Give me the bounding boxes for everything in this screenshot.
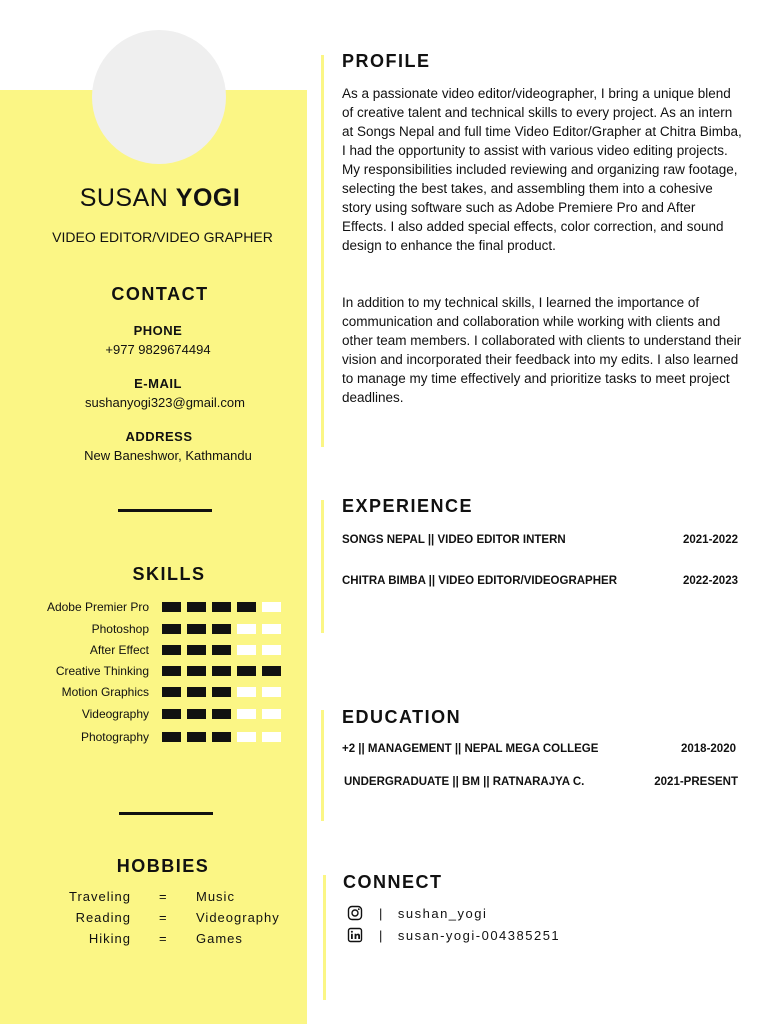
education-years: 2018-2020: [681, 743, 736, 755]
linkedin-handle[interactable]: susan-yogi-004385251: [397, 927, 561, 943]
skill-level-bar: [162, 709, 281, 719]
skill-level-empty: [237, 732, 256, 742]
divider: [118, 509, 212, 512]
hobby-item: Videography: [196, 910, 280, 925]
hobby-separator: =: [159, 910, 168, 925]
hobby-item: Hiking: [88, 931, 131, 946]
skill-level-empty: [262, 624, 281, 634]
skill-level-filled: [187, 624, 206, 634]
experience-years: 2021-2022: [683, 534, 738, 546]
skill-level-filled: [162, 709, 181, 719]
skill-level-filled: [162, 732, 181, 742]
skill-level-bar: [162, 645, 281, 655]
skill-level-filled: [212, 709, 231, 719]
experience-heading: EXPERIENCE: [342, 496, 474, 516]
skill-level-filled: [212, 687, 231, 697]
skill-level-empty: [237, 687, 256, 697]
skill-level-filled: [212, 602, 231, 612]
skill-level-filled: [162, 666, 181, 676]
skill-level-empty: [262, 645, 281, 655]
skills-heading: SKILLS: [132, 564, 206, 584]
experience-entry: SONGS NEPAL || VIDEO EDITOR INTERN: [342, 534, 566, 546]
skill-level-filled: [162, 624, 181, 634]
skill-level-empty: [262, 687, 281, 697]
hobby-item: Reading: [75, 910, 131, 925]
instagram-handle[interactable]: sushan_yogi: [397, 905, 488, 921]
skill-level-filled: [187, 645, 206, 655]
skill-label: Videography: [81, 707, 149, 721]
avatar: [92, 30, 226, 164]
skill-level-filled: [212, 645, 231, 655]
phone-value[interactable]: +977 9829674494: [105, 342, 211, 357]
section-accent-line: [321, 55, 324, 447]
person-name: [0, 184, 320, 213]
education-entry: UNDERGRADUATE || BM || RATNARAJYA C.: [344, 776, 585, 788]
skill-level-filled: [162, 602, 181, 612]
phone-label: PHONE: [133, 323, 183, 338]
last-name: YOGI: [175, 184, 241, 212]
skill-level-bar: [162, 732, 281, 742]
hobby-separator: =: [159, 931, 168, 946]
skill-level-filled: [187, 602, 206, 612]
divider: [119, 812, 213, 815]
skill-level-empty: [237, 709, 256, 719]
section-accent-line: [323, 875, 326, 1000]
skill-label: After Effect: [89, 643, 149, 657]
instagram-icon: [347, 905, 363, 921]
address-label: ADDRESS: [125, 429, 193, 444]
skill-level-filled: [187, 709, 206, 719]
instagram-link[interactable]: [347, 905, 487, 921]
linkedin-link[interactable]: [347, 927, 560, 943]
experience-entry: CHITRA BIMBA || VIDEO EDITOR/VIDEOGRAPHER: [342, 575, 618, 587]
profile-paragraph: In addition to my technical skills, I learned the importance of communication and collaboration while working with clients and other team members. I collaborated with clients to understand their vision and incorporated their feedback into my edits. I also learned to manage my time effectively and prioritize tasks to meet project deadlines.: [342, 295, 742, 405]
skill-level-filled: [262, 666, 281, 676]
skill-level-filled: [187, 687, 206, 697]
person-role: VIDEO EDITOR/VIDEO GRAPHER: [52, 229, 273, 245]
skill-level-filled: [187, 732, 206, 742]
skill-level-empty: [237, 624, 256, 634]
skill-label: Photoshop: [91, 622, 149, 636]
skill-level-filled: [212, 666, 231, 676]
hobby-item: Traveling: [69, 889, 131, 904]
hobby-item: Games: [196, 931, 243, 946]
skill-level-bar: [162, 624, 281, 634]
profile-paragraph: As a passionate video editor/videographer, I bring a unique blend of creative talent and technical skills to every project. As an intern at Songs Nepal and full time Video Editor/Grapher at Chitra Bimba, I had the opportunity to assist with various video editing projects. My responsibilities included reviewing and organizing raw footage, selecting the best takes, and assembling them into a cohesive story using software such as Adobe Premiere Pro and After Effects. I also added special effects, color correction, and sound design to enhance the final product.: [342, 86, 742, 253]
email-label: E-MAIL: [134, 376, 182, 391]
hobbies-heading: HOBBIES: [116, 856, 210, 876]
separator: |: [379, 905, 384, 921]
skill-label: Creative Thinking: [55, 664, 149, 678]
skill-level-bar: [162, 687, 281, 697]
skill-level-empty: [262, 709, 281, 719]
skill-label: Motion Graphics: [61, 685, 149, 699]
first-name: SUSAN: [79, 184, 169, 212]
education-years: 2021-PRESENT: [654, 776, 738, 788]
skill-level-bar: [162, 666, 281, 676]
skill-level-filled: [237, 666, 256, 676]
section-accent-line: [321, 500, 324, 633]
hobby-item: Music: [196, 889, 235, 904]
skill-level-filled: [212, 624, 231, 634]
skill-level-empty: [262, 602, 281, 612]
linkedin-icon: [347, 927, 363, 943]
skill-level-bar: [162, 602, 281, 612]
skill-level-filled: [187, 666, 206, 676]
skill-label: Adobe Premier Pro: [46, 600, 149, 614]
email-value[interactable]: sushanyogi323@gmail.com: [85, 395, 245, 410]
education-entry: +2 || MANAGEMENT || NEPAL MEGA COLLEGE: [342, 743, 599, 755]
section-accent-line: [321, 710, 324, 821]
connect-heading: CONNECT: [343, 872, 443, 892]
skill-level-filled: [162, 645, 181, 655]
hobby-separator: =: [159, 889, 168, 904]
profile-heading: PROFILE: [342, 51, 431, 71]
skill-level-filled: [237, 602, 256, 612]
address-value: New Baneshwor, Kathmandu: [84, 448, 252, 463]
education-heading: EDUCATION: [342, 707, 462, 727]
skill-level-filled: [162, 687, 181, 697]
skill-label: Photography: [80, 730, 149, 744]
skill-level-empty: [237, 645, 256, 655]
contact-heading: CONTACT: [111, 284, 209, 304]
skill-level-empty: [262, 732, 281, 742]
skill-level-filled: [212, 732, 231, 742]
separator: |: [379, 927, 384, 943]
experience-years: 2022-2023: [683, 575, 738, 587]
